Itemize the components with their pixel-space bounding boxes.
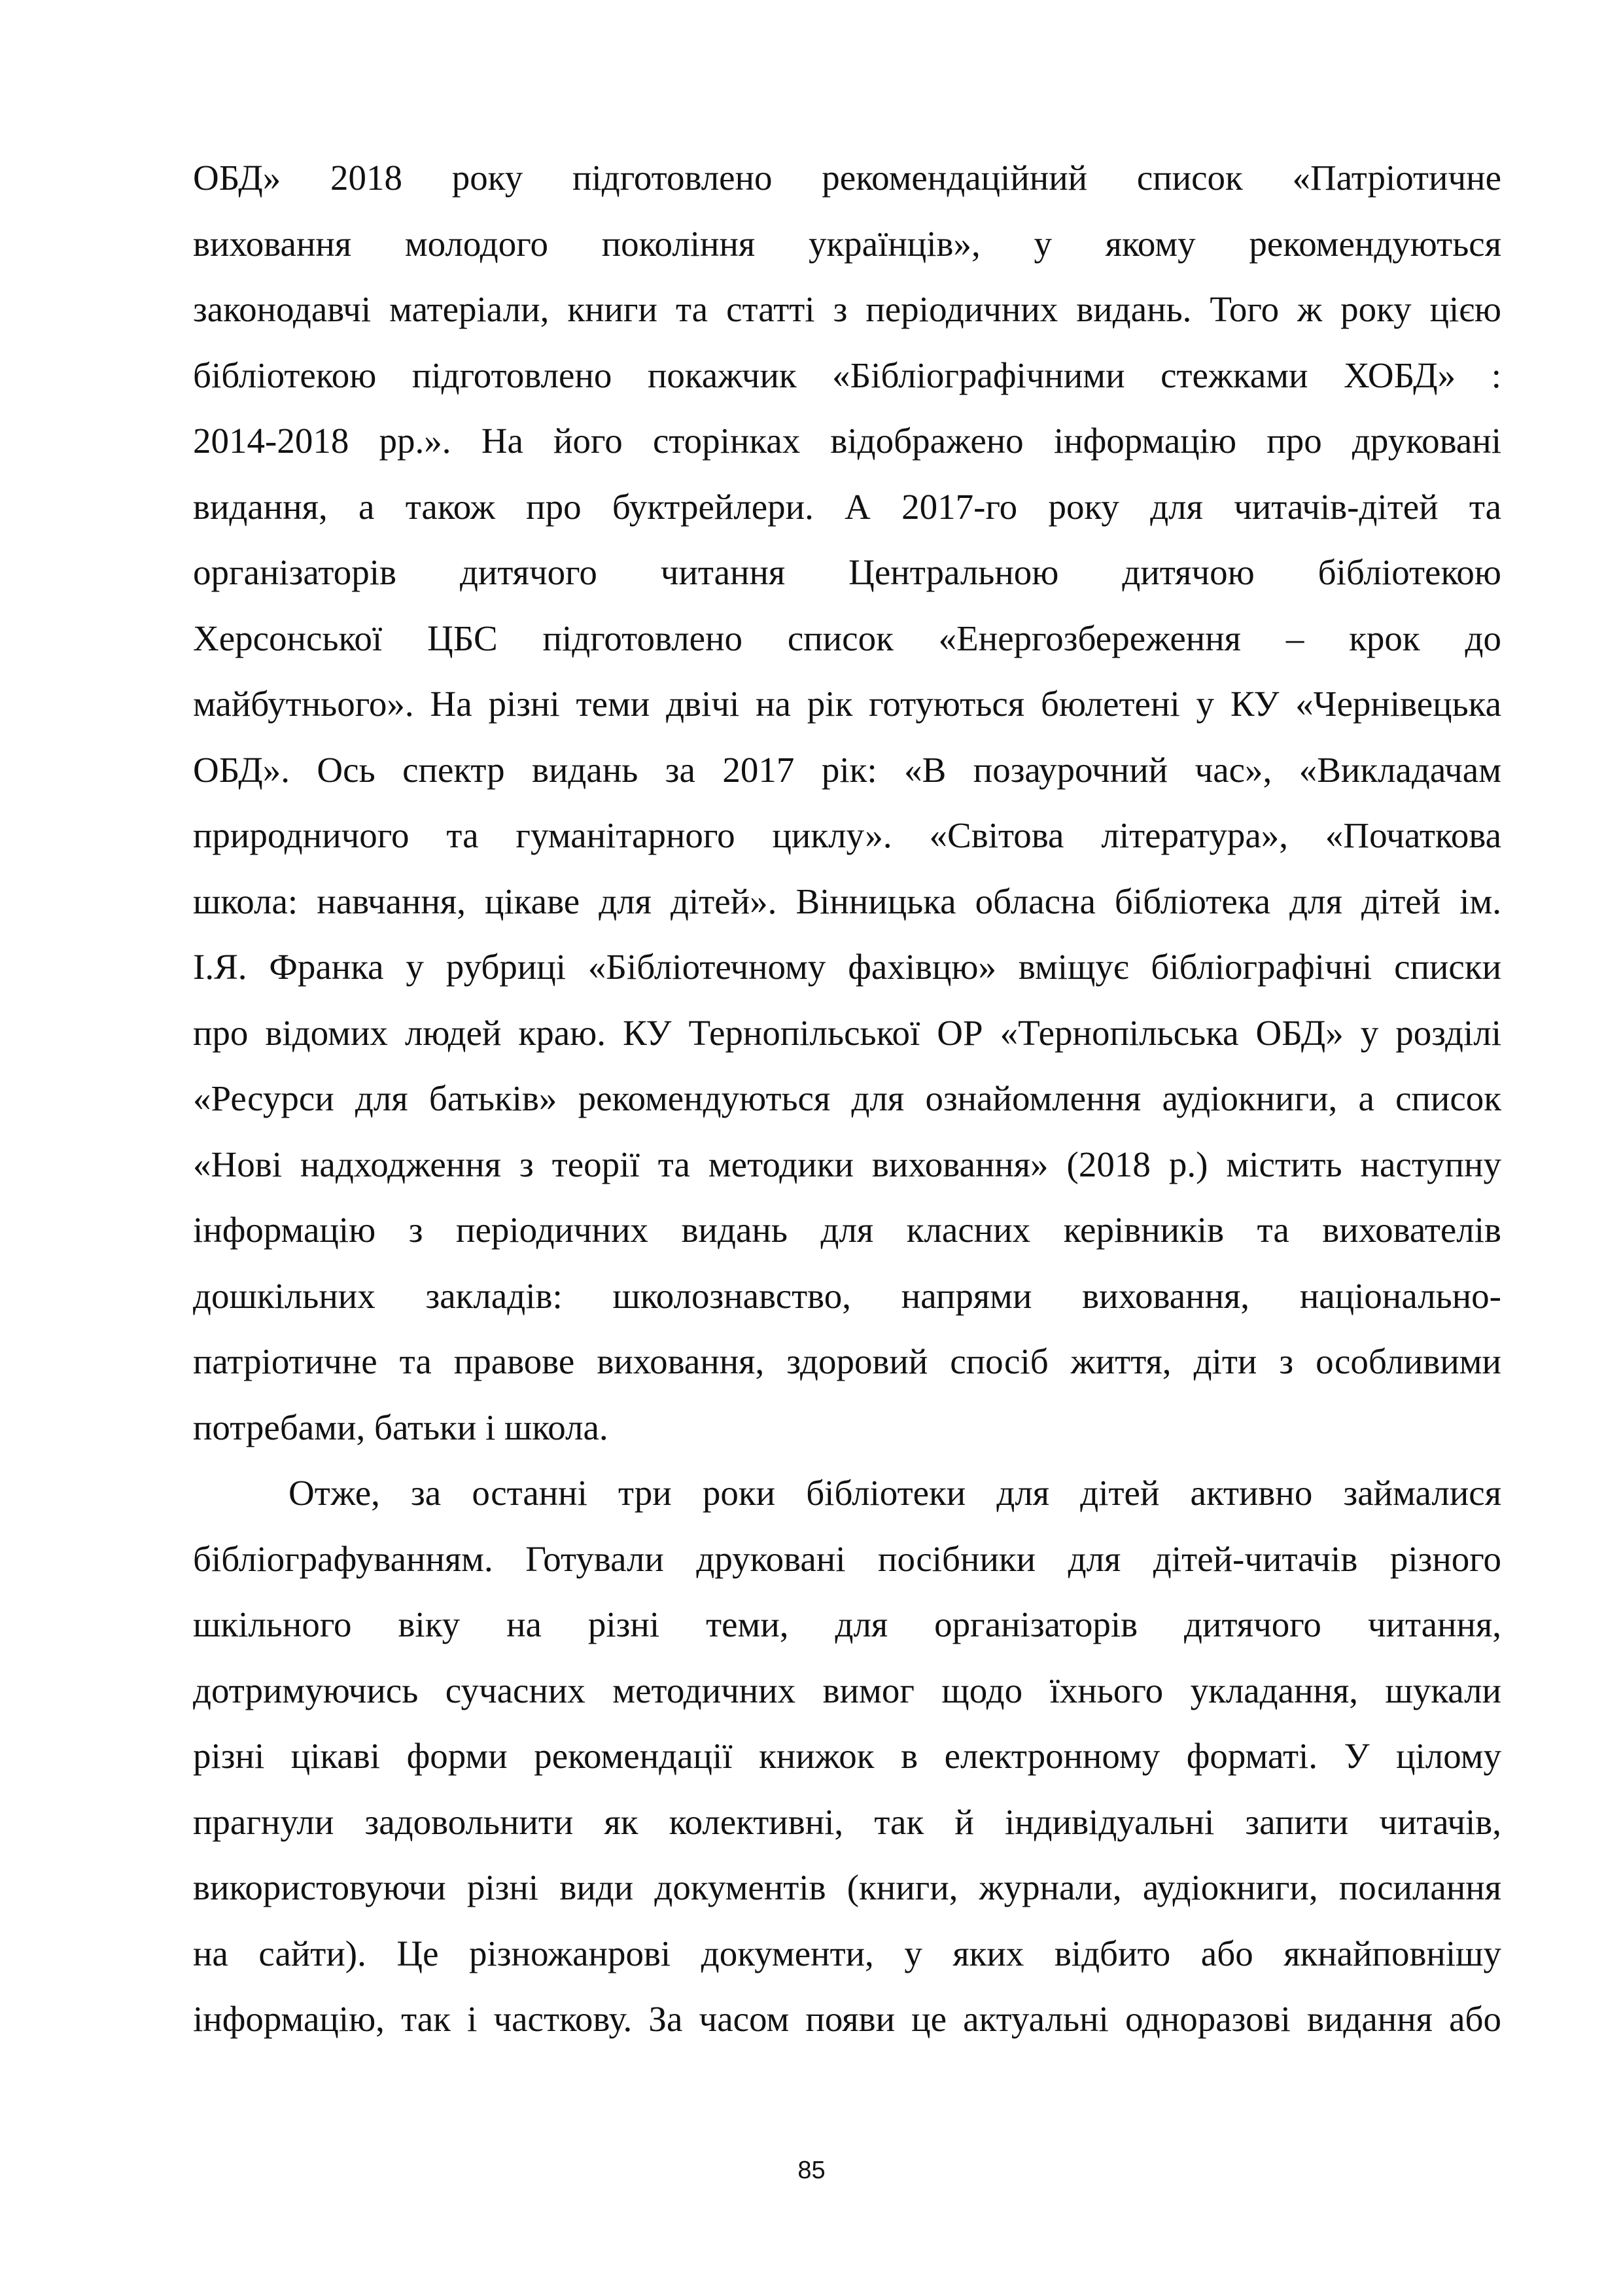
- text-line: організаторів дитячого читання Центральною дитячою бібліотекою: [193, 552, 1501, 592]
- text-line: інформацію, так і часткову. За часом появи це актуальні одноразові видання або: [193, 1999, 1501, 2039]
- text-line: ОБД» 2018 року підготовлено рекомендаційний список «Патріотичне: [193, 158, 1501, 198]
- text-line: дошкільних закладів: школознавство, напрями виховання, національно-: [193, 1275, 1501, 1316]
- paragraph-first-line: Отже, за останні три роки бібліотеки для дітей активно займалися: [288, 1473, 1501, 1513]
- text-line: майбутнього». На різні теми двічі на рік готуються бюлетені у КУ «Чернівецька: [193, 684, 1501, 724]
- text-line: ОБД». Ось спектр видань за 2017 рік: «В позаурочний час», «Викладачам: [193, 749, 1501, 790]
- text-line: інформацію з періодичних видань для класних керівників та вихователів: [193, 1210, 1501, 1250]
- text-line: законодавчі матеріали, книги та статті з періодичних видань. Того ж року цією: [193, 289, 1501, 329]
- text-line: патріотичне та правове виховання, здоровий спосіб життя, діти з особливими: [193, 1341, 1501, 1381]
- text-line: І.Я. Франка у рубриці «Бібліотечному фахівцю» вміщує бібліографічні списки: [193, 947, 1501, 987]
- text-line: шкільного віку на різні теми, для організаторів дитячого читання,: [193, 1604, 1501, 1644]
- text-line: бібліографуванням. Готували друковані посібники для дітей-читачів різного: [193, 1538, 1501, 1579]
- text-line: на сайти). Це різножанрові документи, у яких відбито або якнайповнішу: [193, 1933, 1501, 1973]
- text-line: прагнули задовольнити як колективні, так й індивідуальні запити читачів,: [193, 1801, 1501, 1842]
- text-line: бібліотекою підготовлено покажчик «Бібліографічними стежками ХОБД» :: [193, 355, 1501, 395]
- paragraph-end-line: потребами, батьки і школа.: [193, 1407, 608, 1447]
- text-line: про відомих людей краю. КУ Тернопільської ОР «Тернопільська ОБД» у розділі: [193, 1012, 1501, 1053]
- text-line: 2014-2018 рр.». На його сторінках відображено інформацію про друковані: [193, 421, 1501, 461]
- text-line: виховання молодого покоління українців», у якому рекомендуються: [193, 223, 1501, 264]
- body-text: [193, 145, 1501, 2053]
- text-line: дотримуючись сучасних методичних вимог щодо їхнього укладання, шукали: [193, 1670, 1501, 1710]
- text-line: природничого та гуманітарного циклу». «Світова література», «Початкова: [193, 815, 1501, 855]
- text-line: Херсонської ЦБС підготовлено список «Енергозбереження – крок до: [193, 618, 1501, 658]
- text-line: використовуючи різні види документів (книги, журнали, аудіокниги, посилання: [193, 1867, 1501, 1907]
- text-line: «Ресурси для батьків» рекомендуються для ознайомлення аудіокниги, а список: [193, 1078, 1501, 1118]
- page-number: 85: [797, 2157, 826, 2184]
- text-line: видання, а також про буктрейлери. А 2017-го року для читачів-дітей та: [193, 486, 1501, 527]
- text-line: різні цікаві форми рекомендації книжок в електронному форматі. У цілому: [193, 1736, 1501, 1776]
- text-line: «Нові надходження з теорії та методики виховання» (2018 р.) містить наступну: [193, 1144, 1501, 1184]
- text-line: школа: навчання, цікаве для дітей». Вінницька обласна бібліотека для дітей ім.: [193, 881, 1501, 921]
